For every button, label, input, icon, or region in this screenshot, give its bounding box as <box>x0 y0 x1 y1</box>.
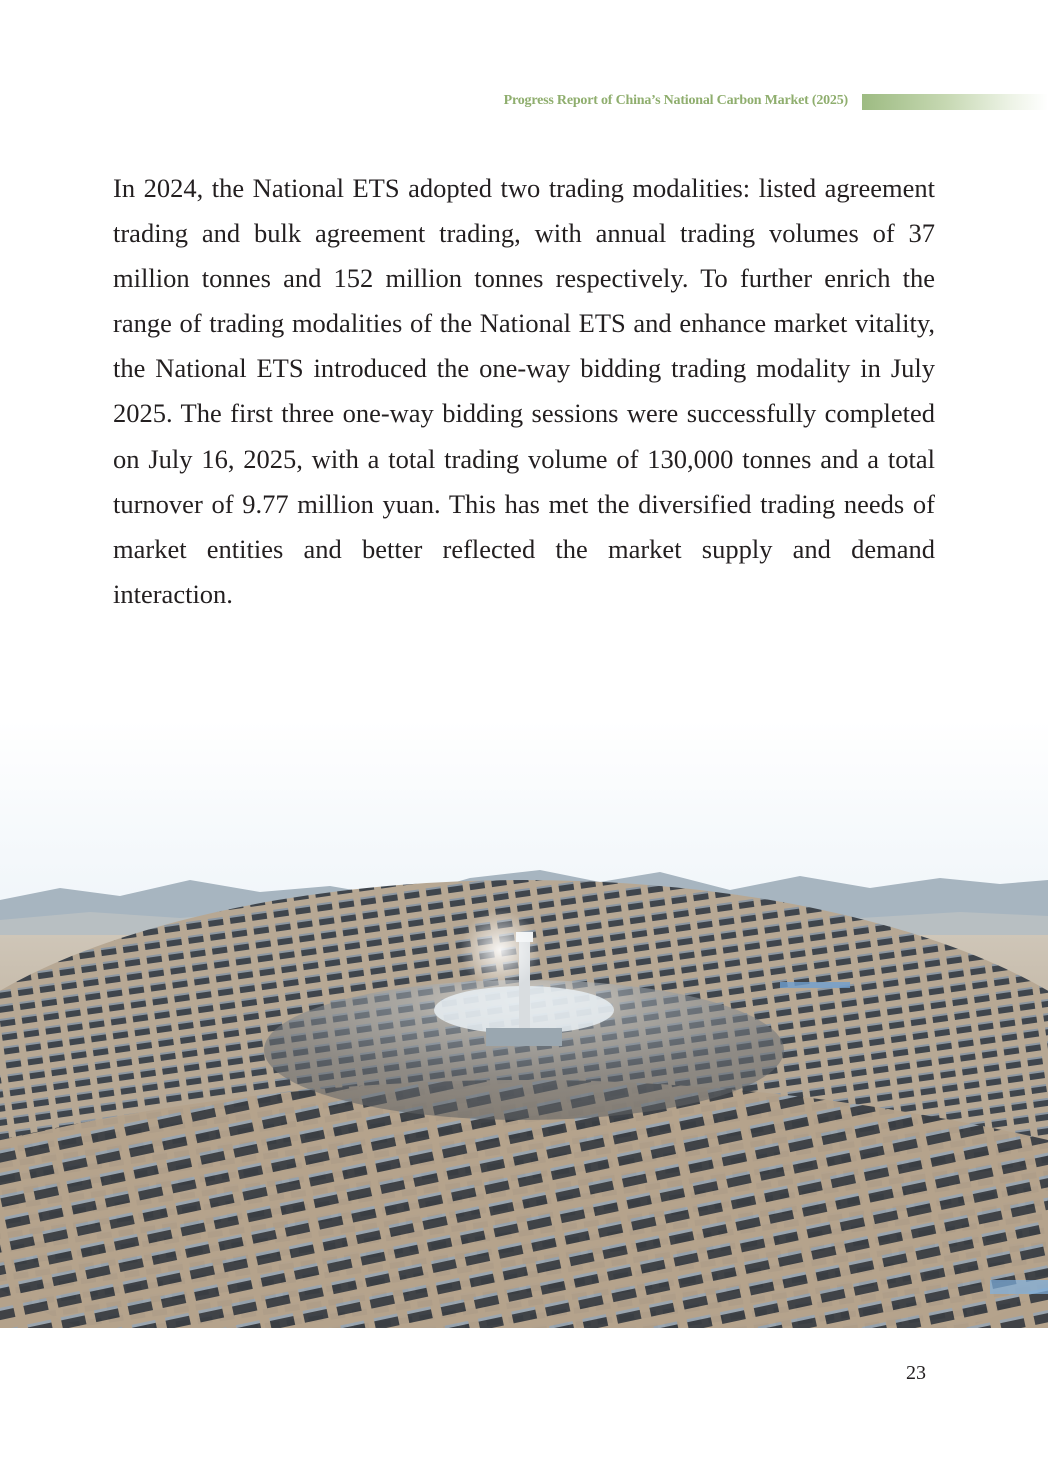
solar-thermal-plant-photo <box>0 720 1048 1328</box>
page-number: 23 <box>906 1362 926 1384</box>
running-header-title: Progress Report of China’s National Carbon Market (2025) <box>503 93 848 108</box>
body-paragraph: In 2024, the National ETS adopted two trading modalities: listed agreement trading and bulk agreement trading, with annual trading volumes of 37 million tonnes and 152 million tonnes respectively. To further enrich the range of trading modalities of the National ETS and enhance market vitality, the National ETS introduced the one-way bidding trading modality in July 2025. The first three one-way bidding sessions were successfully completed on July 16, 2025, with a total trading volume of 130,000 tonnes and a total turnover of 9.77 million yuan. This has met the diversified trading needs of market entities and better reflected the market supply and demand interaction. <box>113 173 935 609</box>
header-accent-bar <box>862 94 1048 110</box>
